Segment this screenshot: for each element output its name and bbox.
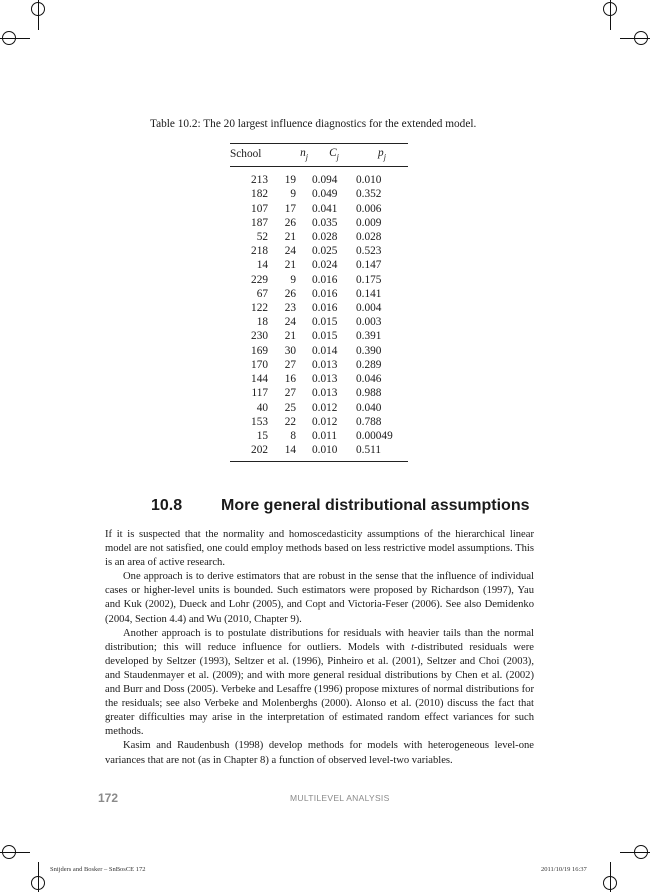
cell-school: 187 [251,216,268,229]
cell-c: 0.025 [312,245,338,258]
table-row [230,329,408,343]
cell-p: 0.006 [356,202,382,215]
paragraph-2: One approach is to derive estimators that are robust in the sense that the influence of individual cases or higher-level units is bounded. Such estimators were proposed by Richardson (1997), Yau and Kuk (2002), Dueck and Lohr (2005), and Copt and Victoria-Feser (2006). See also Demidenko (2004, Section 4.4) and Wu (2010, Chapter 9). [105,571,534,625]
cell-n: 24 [284,316,296,329]
cell-c: 0.035 [312,216,338,229]
table-caption: Table 10.2: The 20 largest influence diagnostics for the extended model. [150,118,477,130]
cell-school: 40 [256,401,268,414]
cell-n: 27 [284,358,296,371]
cell-c: 0.016 [312,302,338,315]
page-number: 172 [98,791,119,805]
cell-school: 52 [256,231,268,244]
table-row [230,358,408,372]
table-row [230,244,408,258]
header-n: $n_j$ [272,144,312,167]
cell-school: 213 [251,174,268,187]
paragraph-3: Another approach is to postulate distributions for residuals with heavier tails than the normal distribution; this will reduce influence for outliers. Models with t-distributed residuals were developed by Seltzer (1993), Seltzer et al. (1996), Pinheiro et al. (2001), Seltzer and Choi (2003), and Staudenmayer et al. (2009); and with more general residual distributions by Chen et al. (2002) and Burr and Doss (2005). Verbeke and Lesaffre (1996) propose mixtures of normal distributions for the residuals; see also Verbeke and Molenberghs (2000). Alonso et al. (2010) discuss the fact that greater difficulties may arise in the interpretation of estimated random effect variances for such methods. [105,627,534,738]
cell-c: 0.012 [312,415,338,428]
cell-n: 16 [284,373,296,386]
cell-n: 9 [290,273,296,286]
cell-school: 18 [256,316,268,329]
cell-school: 15 [256,429,268,442]
cell-n: 26 [284,216,296,229]
cell-n: 24 [284,245,296,258]
table-row [230,401,408,415]
header-school: School [230,144,272,167]
table-header-row [230,144,408,167]
cell-school: 202 [230,443,272,462]
cell-school: 169 [251,344,268,357]
cell-school: 218 [251,245,268,258]
cell-school: 229 [251,273,268,286]
paragraph-1: If it is suspected that the normality and homoscedasticity assumptions of the hierarchical linear model are not satisfied, one could employ methods based on less restrictive model assumptions. This is an area of active research. [105,529,534,569]
cell-c: 0.094 [312,174,338,187]
cell-n: 25 [284,401,296,414]
cell-n: 17 [284,202,296,215]
cell-c: 0.028 [312,231,338,244]
cell-c: 0.016 [312,287,338,300]
table-row [230,287,408,301]
table-row [230,187,408,201]
cell-school: 67 [256,287,268,300]
print-slug-right: 2011/10/19 16:37 [541,866,587,873]
cell-n: 19 [284,174,296,187]
table-row [230,301,408,315]
table-row [230,415,408,429]
cell-n: 21 [284,231,296,244]
cell-c: 0.041 [312,202,338,215]
table-row [230,230,408,244]
cell-p: 0.028 [356,231,382,244]
table-row [230,344,408,358]
cell-p: 0.788 [356,415,382,428]
influence-table [230,143,408,462]
cell-c: 0.013 [312,373,338,386]
section-title: More general distributional assumptions [221,497,530,514]
cell-n: 14 [272,443,312,462]
section-heading [151,497,571,515]
cell-school: 117 [251,387,268,400]
cell-c: 0.024 [312,259,338,272]
cell-n: 23 [284,302,296,315]
cell-c: 0.015 [312,330,338,343]
table-row [230,386,408,400]
cell-n: 27 [284,387,296,400]
cell-p: 0.004 [356,302,382,315]
cell-school: 122 [251,302,268,315]
cell-school: 144 [251,373,268,386]
cell-school: 107 [251,202,268,215]
cell-school: 230 [251,330,268,343]
table-row [230,429,408,443]
cell-p: 0.009 [356,216,382,229]
cell-c: 0.014 [312,344,338,357]
cell-p: 0.511 [356,443,408,462]
cell-p: 0.147 [356,259,382,272]
cell-p: 0.988 [356,387,382,400]
header-p: $p_j$ [356,144,408,167]
print-slug-left: Snijders and Bosker – SnBosCE 172 [50,866,146,873]
table-row [230,216,408,230]
cell-c: 0.012 [312,401,338,414]
cell-c: 0.016 [312,273,338,286]
cell-n: 8 [290,429,296,442]
cell-p: 0.141 [356,287,382,300]
cell-p: 0.046 [356,373,382,386]
cell-p: 0.289 [356,358,382,371]
cell-p: 0.523 [356,245,382,258]
cell-n: 30 [284,344,296,357]
table-row [230,167,408,188]
cell-p: 0.390 [356,344,382,357]
cell-c: 0.013 [312,358,338,371]
cell-school: 153 [251,415,268,428]
cell-c: 0.049 [312,188,338,201]
cell-school: 170 [251,358,268,371]
running-title: MULTILEVEL ANALYSIS [290,793,390,803]
cell-p: 0.391 [356,330,382,343]
cell-school: 14 [256,259,268,272]
section-number: 10.8 [151,497,183,514]
cell-p: 0.010 [356,174,382,187]
cell-p: 0.175 [356,273,382,286]
cell-c: 0.010 [312,443,356,462]
cell-p: 0.352 [356,188,382,201]
cell-c: 0.013 [312,387,338,400]
cell-n: 9 [290,188,296,201]
cell-p: 0.040 [356,401,382,414]
cell-n: 21 [284,259,296,272]
header-c: $C_j$ [312,144,356,167]
cell-p: 0.003 [356,316,382,329]
table-row [230,258,408,272]
table-row [230,443,408,462]
table-row [230,315,408,329]
cell-n: 21 [284,330,296,343]
cell-c: 0.011 [312,429,337,442]
cell-p: 0.00049 [356,429,393,442]
cell-school: 182 [251,188,268,201]
table-row [230,372,408,386]
table-row [230,202,408,216]
body-text [105,528,534,768]
cell-n: 26 [284,287,296,300]
paragraph-4: Kasim and Raudenbush (1998) develop methods for models with heterogeneous level-one variances that are not (as in Chapter 8) a function of observed level-two variables. [105,740,534,766]
table-row [230,273,408,287]
cell-n: 22 [284,415,296,428]
cell-c: 0.015 [312,316,338,329]
